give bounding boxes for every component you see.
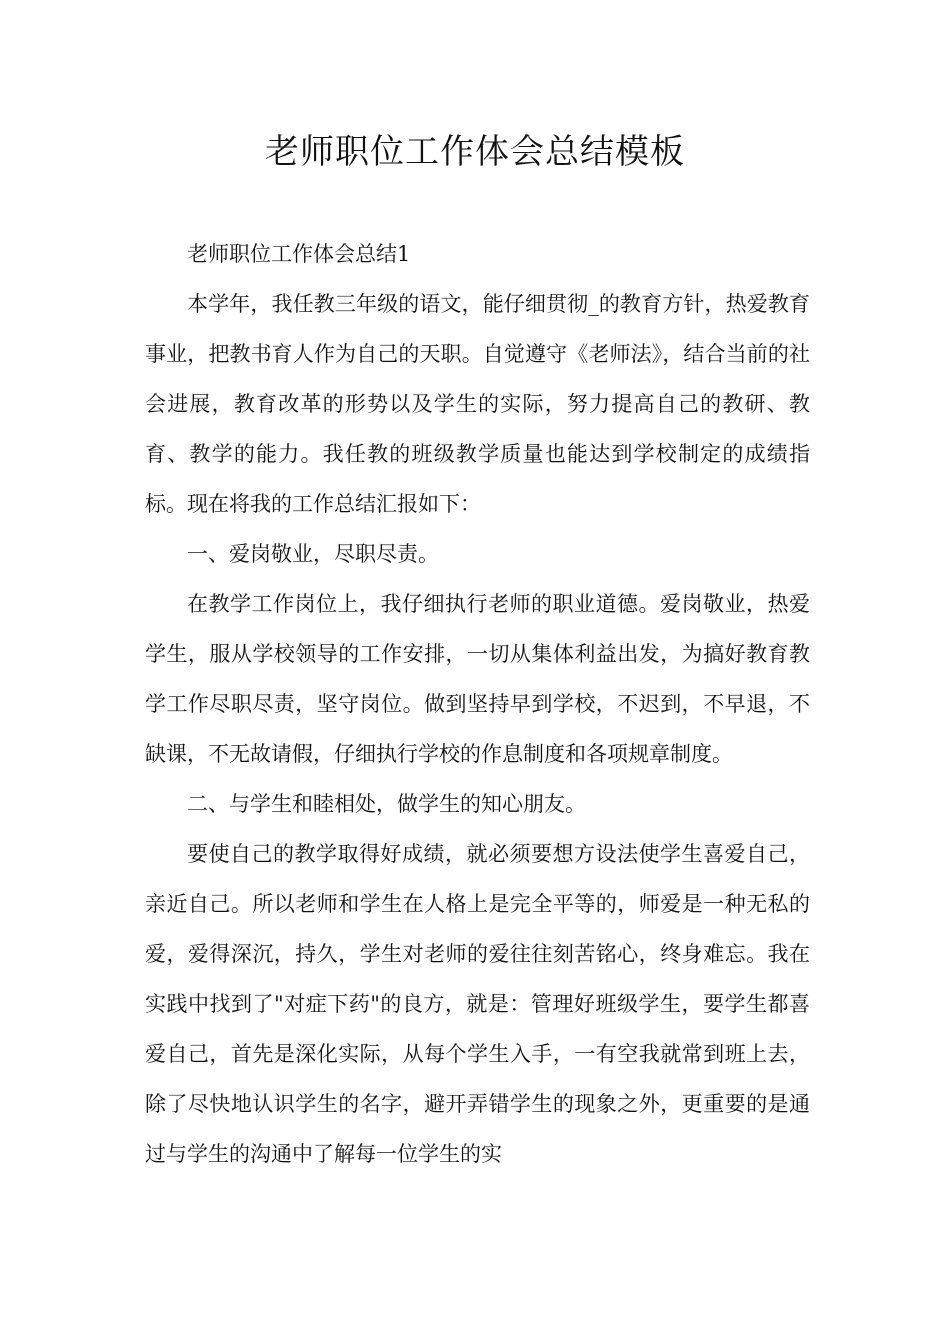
- section-heading-summary-1: 老师职位工作体会总结1: [187, 242, 411, 266]
- document-title: 老师职位工作体会总结模板: [265, 132, 685, 172]
- paragraph-intro: 本学年，我任教三年级的语文，能仔细贯彻_的教育方针，热爱教育事业，把教书育人作为自己的天职。自觉遵守《老师法》，结合当前的社会进展，教育改革的形势以及学生的实际，努力提高自己的教研、教育、教学的能力。我任教的班级教学质量也能达到学校制定的成绩指标。现在将我的工作总结汇报如下：: [145, 292, 810, 516]
- section-heading-students: 二、与学生和睦相处，做学生的知心朋友。: [187, 792, 586, 816]
- paragraph-students: 要使自己的教学取得好成绩，就必须要想方设法使学生喜爱自己，亲近自己。所以老师和学生在人格上是完全平等的，师爱是一种无私的爱，爱得深沉，持久，学生对老师的爱往往刻苦铭心，终身难忘。我在实践中找到了"对症下药"的良方，就是：管理好班级学生，要学生都喜爱自己，首先是深化实际，从每个学生入手，一有空我就常到班上去，除了尽快地认识学生的名字，避开弄错学生的现象之外，更重要的是通过与学生的沟通中了解每一位学生的实: [145, 842, 810, 1166]
- paragraph-dedication: 在教学工作岗位上，我仔细执行老师的职业道德。爱岗敬业，热爱学生，服从学校领导的工作安排，一切从集体利益出发，为搞好教育教学工作尽职尽责，坚守岗位。做到坚持早到学校，不迟到，不早退，不缺课，不无故请假，仔细执行学校的作息制度和各项规章制度。: [145, 592, 810, 766]
- section-heading-dedication: 一、爱岗敬业，尽职尽责。: [187, 542, 439, 566]
- document-body: [145, 229, 810, 1179]
